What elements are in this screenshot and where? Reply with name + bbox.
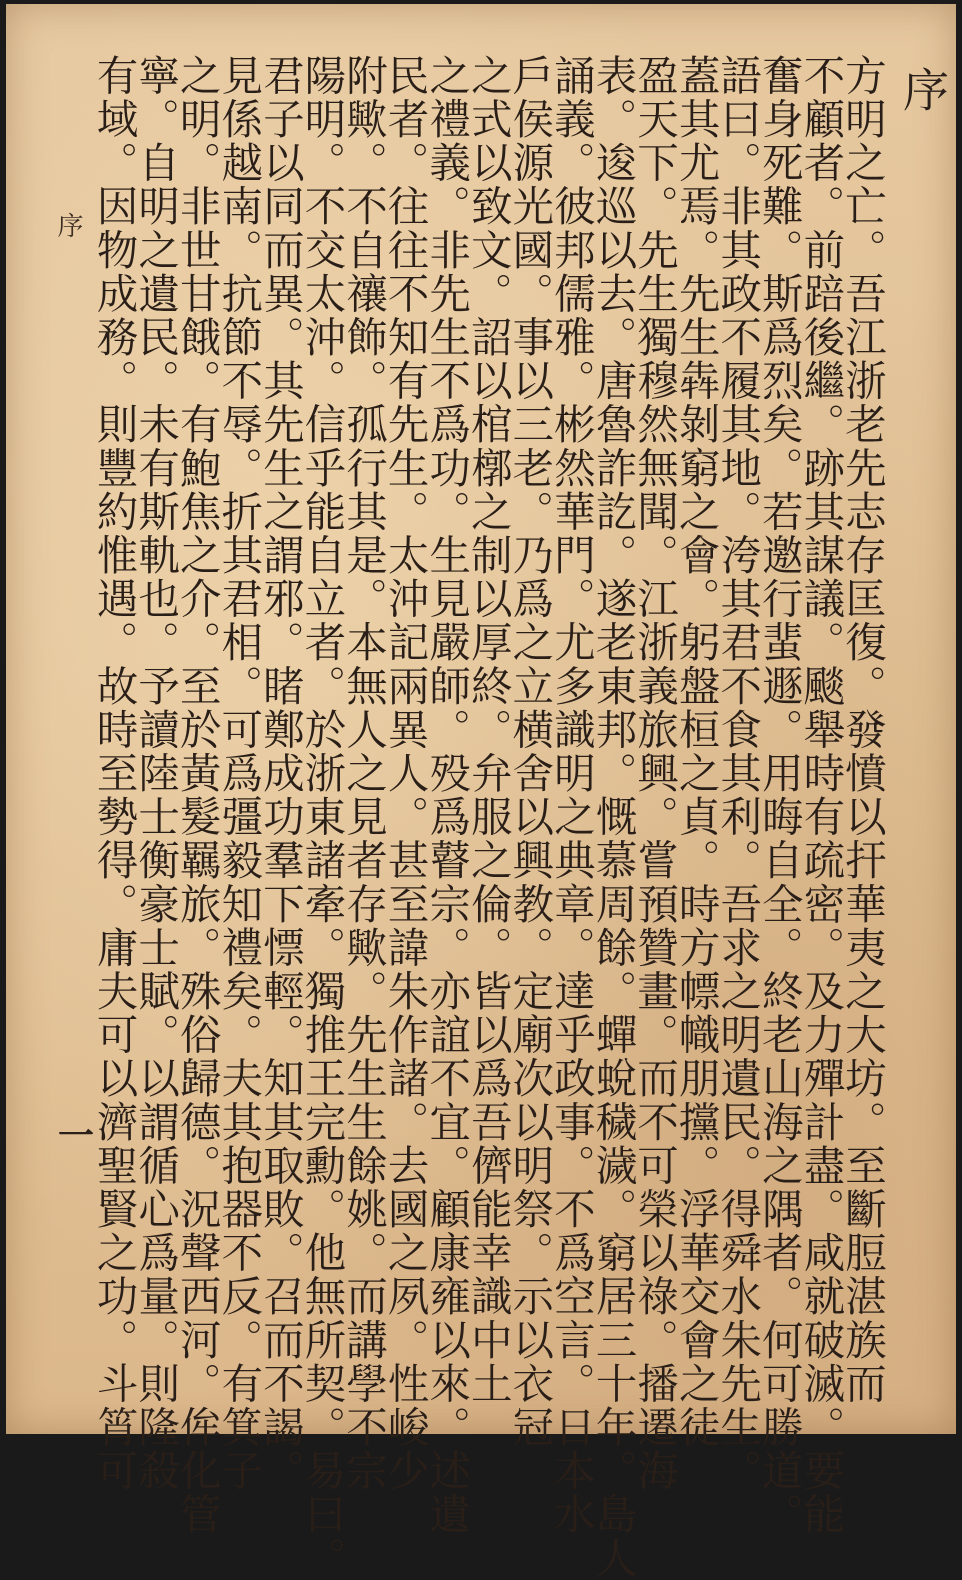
text-column: 方明之亡。吾江浙老先志存匡復。發憤以扞華夷之大坊。至斷脰湛族而 <box>837 54 886 1406</box>
text-column: 表。逡巡以去。唐魯詐訖。遂老東邦。慨慕周餘。蟬蛻穢濊。窮居三十年。島人 <box>588 54 637 1580</box>
text-column: 寧。自明之遺民。未有斯軌也。予讀陸士衡豪士賦。以謂循心爲量。則隆殺 <box>131 54 180 1493</box>
page-number: 一 <box>57 1115 94 1157</box>
book-page <box>6 4 956 1580</box>
text-column: 民者。往往不知有先生。太沖記兩異人。甚至諱朱作諸。去國之夙。性峻少 <box>380 54 429 1493</box>
preface-body <box>89 54 886 1580</box>
text-column: 語曰。非其政不履其地。洿其君不食其利。吾求之明遺民。得舜水朱先生。 <box>713 54 762 1493</box>
text-column: 不顧者。前踣後繼。跡其謀議。颷舉時有疏密。及力殫計盡。咸就破滅。要能 <box>796 54 845 1537</box>
text-column: 陽明。不交太沖。信乎能自立者。於浙東諸牽。獨推王完勳。他無所契。易曰。 <box>297 54 346 1580</box>
text-column: 之式以致文。詔以棺槨之制以厚終。弁服之倫。皆以爲吾儕能幸識中土 <box>463 54 512 1406</box>
text-column: 之禮義。非先生不爲功。生見嚴師。殁爲瞽宗。亦誼不宜。顧康雍以來。述遺 <box>422 54 471 1537</box>
text-column: 盈天下。先生獨穆然無聞。江浙義旅興。嘗預贊畫。而不可榮以祿。播遷海 <box>630 54 679 1493</box>
running-head: 序 <box>53 212 83 238</box>
preface-title: 序 <box>896 66 950 112</box>
text-column: 誦義。彼邦儒雅。彬然華門。尤多識明之典章。達乎政事。不爲空言。日本水 <box>546 54 595 1537</box>
text-column: 奮身死難。斯爲烈矣。若邀行蜚遯。用晦自全。終老山海之隅者。何可勝道。 <box>754 54 803 1537</box>
text-column: 附歟。不自禳飾。孤行其是。本無人之見者存歟。先生生餘姚。而講學不宗 <box>339 54 388 1493</box>
text-column: 有域。因物成務。則豐約惟遇。故時至勢得。庸夫可以濟聖賢之功。斗筲可 <box>89 54 138 1493</box>
text-column: 蓋其尤焉。先生犇剝窮之會。躬盤桓之貞。時方幖幟朋攩。浮華交會之徒 <box>671 54 720 1450</box>
text-column: 君子以同而異。其先生之謂邪。睹鄭成功羣下慓輕。知其取敗。召而不謁。 <box>255 54 304 1493</box>
text-column: 之明。非世甘餓。有鮑焦之介。至於黃髮羈旅。殊俗歸德。況聲西河。侔化管 <box>172 54 221 1537</box>
text-column: 見係越南。抗節不辱。折其君相。可爲彊毅知禮矣。夫其抱器不反。有箕子 <box>214 54 263 1493</box>
text-column: 戶侯源光國。事以三老。乃爲之立横舍以興教。定廟次以明祭。示以衣冠 <box>505 54 554 1450</box>
